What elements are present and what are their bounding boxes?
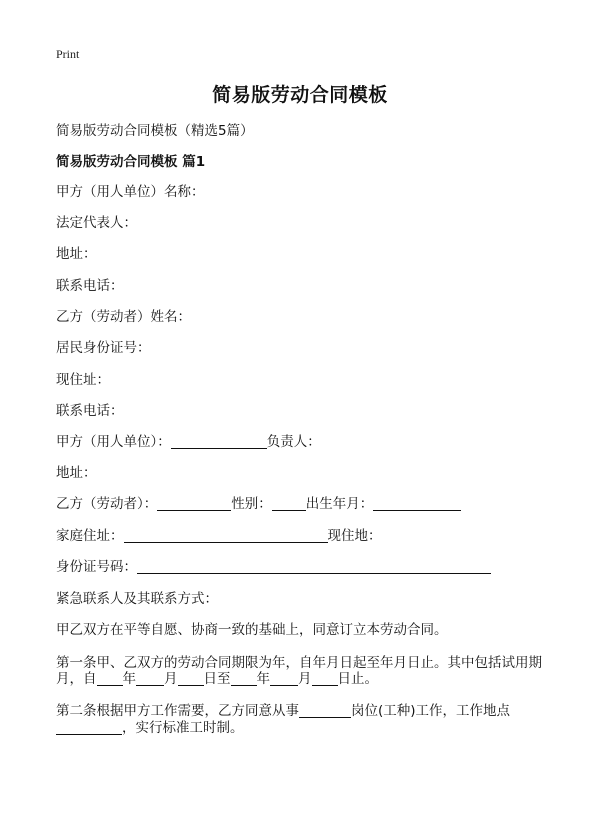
p3-end: 岗位(工种)工作，工作地点 <box>351 703 511 719</box>
emergency-contact-line: 紧急联系人及其联系方式： <box>56 591 218 607</box>
address-line: 地址： <box>56 465 97 481</box>
birth-blank <box>373 496 461 511</box>
p2-day2: 日止。 <box>337 671 378 687</box>
p2-blank-day2 <box>312 671 338 686</box>
home-address-blank <box>124 528 328 543</box>
employer-address-field: 地址： <box>56 246 97 262</box>
p2-year2: 年 <box>256 671 270 687</box>
section-heading: 简易版劳动合同模板 篇1 <box>56 154 206 170</box>
p3-position-blank <box>299 703 351 718</box>
party-b-label: 乙方（劳动者）： <box>56 496 158 512</box>
home-address-label: 家庭住址： <box>56 528 124 544</box>
paragraph-3-line-2 <box>56 719 244 737</box>
legal-rep-field: 法定代表人： <box>56 215 137 231</box>
p2-blank-month1 <box>136 671 164 686</box>
employer-name-field: 甲方（用人单位）名称： <box>56 184 205 200</box>
document-title: 简易版劳动合同模板 <box>212 84 388 106</box>
p2-year1: 年 <box>122 671 136 687</box>
id-code-label: 身份证号码： <box>56 559 137 575</box>
party-b-line <box>56 495 461 513</box>
p2-blank-month2 <box>270 671 298 686</box>
p2-month2: 月 <box>298 671 312 687</box>
p2-blank-day1 <box>178 671 204 686</box>
gender-label: 性别： <box>231 496 272 512</box>
paragraph-2-line-2 <box>56 670 378 688</box>
id-number-field: 居民身份证号： <box>56 340 151 356</box>
gender-blank <box>272 496 306 511</box>
current-address-field: 现住址： <box>56 372 110 388</box>
p2-blank-year1 <box>97 671 123 686</box>
document-subtitle: 简易版劳动合同模板（精选5篇） <box>56 123 254 139</box>
id-code-line <box>56 558 491 576</box>
p2-blank-year2 <box>231 671 257 686</box>
responsible-person-label: 负责人： <box>266 434 321 450</box>
employer-phone-field: 联系电话： <box>56 278 124 294</box>
p2-day1: 日至 <box>203 671 231 687</box>
party-a-line <box>56 433 321 451</box>
paragraph-3-line-1 <box>56 702 510 720</box>
residence-label: 现住地： <box>327 528 382 544</box>
party-a-blank <box>171 434 267 449</box>
p2-month-start: 月，自 <box>56 671 97 687</box>
birth-label: 出生年月： <box>305 496 374 512</box>
paragraph-2-line-1: 第一条甲、乙双方的劳动合同期限为年，自年月日起至年月日止。其中包括试用期 <box>56 655 542 671</box>
paragraph-1: 甲乙双方在平等自愿、协商一致的基础上，同意订立本劳动合同。 <box>56 622 448 638</box>
p3-location-blank <box>56 720 122 735</box>
employee-phone-field: 联系电话： <box>56 403 124 419</box>
party-a-label: 甲方（用人单位）： <box>56 434 171 450</box>
p3-line2-end: ，实行标准工时制。 <box>122 720 244 736</box>
id-code-blank <box>137 559 491 574</box>
home-address-line <box>56 527 382 545</box>
employee-name-field: 乙方（劳动者）姓名： <box>56 309 191 325</box>
party-b-blank <box>157 496 231 511</box>
print-link[interactable]: Print <box>56 47 80 61</box>
p3-start: 第二条根据甲方工作需要，乙方同意从事 <box>56 703 299 719</box>
p2-month1: 月 <box>164 671 178 687</box>
